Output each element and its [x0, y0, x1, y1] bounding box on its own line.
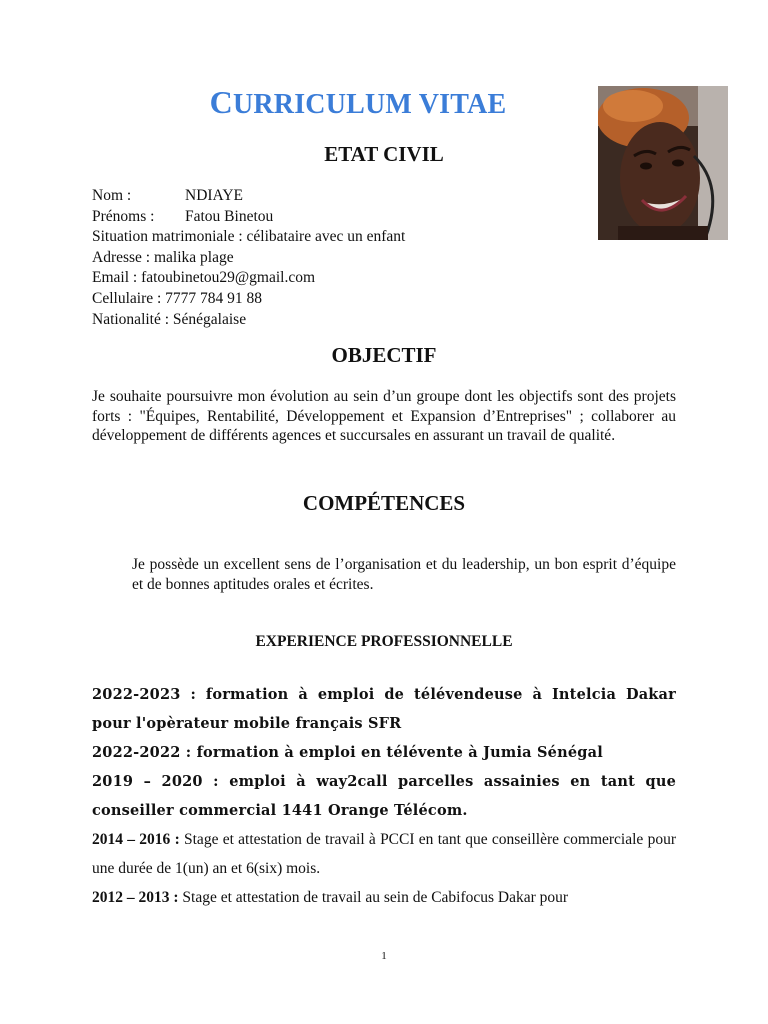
experience-item — [92, 883, 676, 912]
experience-item: 2019 – 2020 : emploi à way2call parcelles assainies en tant que conseiller commercial 1441 Orange Télécom. — [92, 773, 676, 819]
civil-line-nationalite: Nationalité : Sénégalaise — [92, 310, 247, 328]
page-number: 1 — [381, 950, 387, 962]
etat-civil-block — [92, 186, 405, 330]
experience-item — [92, 825, 676, 883]
experience-heading: EXPERIENCE PROFESSIONNELLE — [255, 633, 513, 650]
civil-value: Fatou Binetou — [185, 207, 274, 225]
civil-line-cellulaire: Cellulaire : 7777 784 91 88 — [92, 289, 263, 307]
experience-desc: Stage et attestation de travail au sein de Cabifocus Dakar pour — [178, 889, 569, 906]
civil-label: Prénoms : — [92, 207, 155, 225]
competences-heading: COMPÉTENCES — [302, 491, 466, 515]
experience-date: 2012 – 2013 : — [92, 889, 179, 906]
cv-title-initial: C — [209, 84, 233, 120]
experience-desc: Stage et attestation de travail à PCCI en tant que conseillère commerciale pour une durée de 1(un) an et 6(six) mois. — [92, 831, 676, 877]
civil-line-adresse: Adresse : malika plage — [92, 248, 234, 266]
civil-row-prenoms — [92, 207, 405, 228]
experience-date: 2014 – 2016 : — [92, 831, 180, 848]
civil-line-situation: Situation matrimoniale : célibataire avec un enfant — [92, 228, 406, 246]
cv-title-rest: URRICULUM VITAE — [232, 89, 507, 120]
civil-line-email: Email : fatoubinetou29@gmail.com — [92, 269, 316, 287]
competences-text: Je possède un excellent sens de l’organisation et du leadership, un bon esprit d’équipe et de bonnes aptitudes orales et écrites. — [132, 556, 676, 593]
civil-value: NDIAYE — [185, 187, 243, 204]
experience-item: 2022-2022 : formation à emploi en télévente à Jumia Sénégal — [92, 744, 603, 761]
objectif-text: Je souhaite poursuivre mon évolution au sein d’un groupe dont les objectifs sont des projets forts : "Équipes, Rentabilité, Développement et Expansion d’Entreprises" ; collaborer au développement de différents agences et succursales en assurant un travail de qualité. — [92, 388, 676, 445]
etat-civil-heading: ETAT CIVIL — [324, 142, 444, 166]
civil-row-nom — [92, 186, 405, 207]
experience-list — [92, 680, 676, 912]
objectif-heading: OBJECTIF — [331, 343, 437, 367]
experience-item: 2022-2023 : formation à emploi de télévendeuse à Intelcia Dakar pour l'opèrateur mobile français SFR — [92, 686, 676, 732]
civil-label: Nom : — [92, 187, 132, 204]
